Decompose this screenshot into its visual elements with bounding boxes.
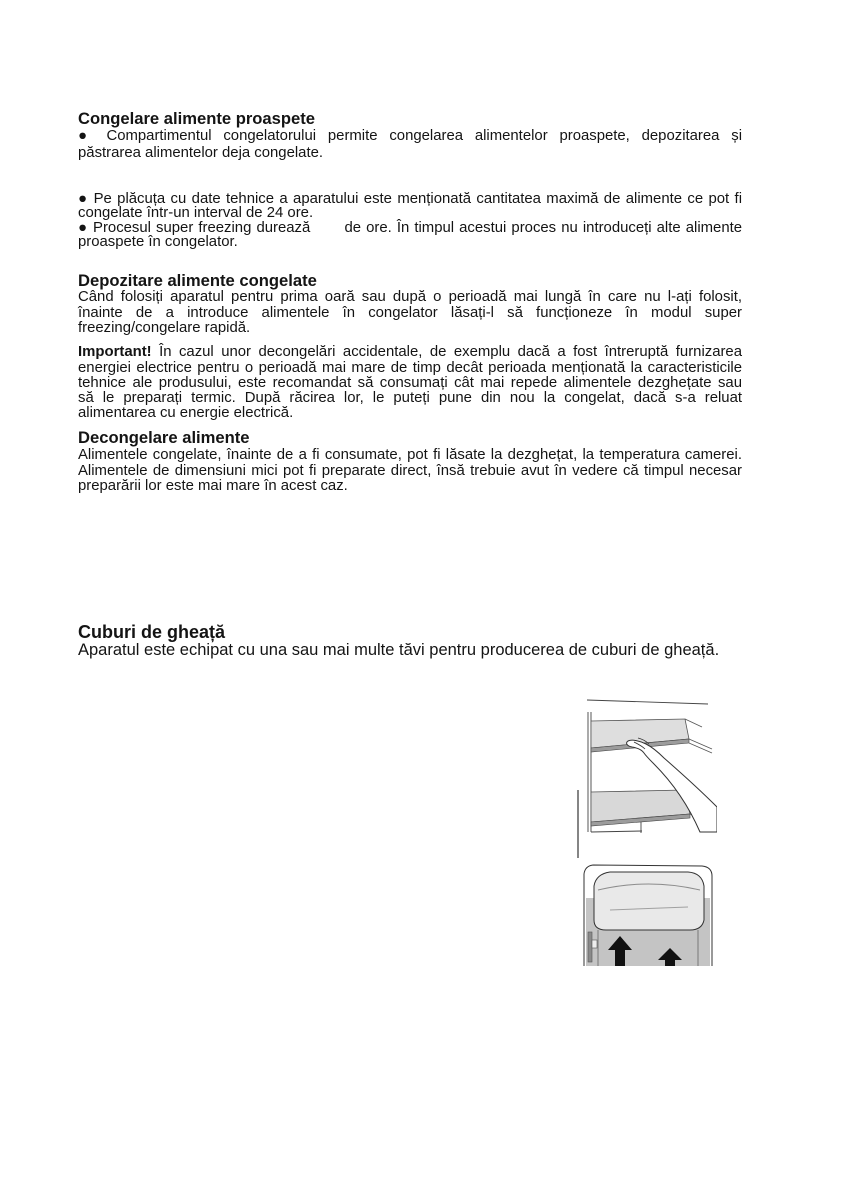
paragraph-super-freezing [78, 221, 742, 250]
paragraph-important [78, 345, 742, 421]
text-line: păstrarea alimentelor deja congelate. [78, 145, 324, 161]
paragraph-thawing [78, 448, 742, 495]
heading-thawing: Decongelare alimente [78, 428, 250, 447]
heading-ice-cubes: Cuburi de gheață [78, 622, 226, 642]
text-line: energiei electrice pentru o perioadă mai mare de timp decât perioada menționată la caracteristicile [78, 359, 742, 376]
paragraph-ice-cubes [78, 641, 742, 659]
text-line [78, 345, 742, 360]
shelf-removal-illustration [572, 692, 717, 860]
text-line: înainte de a introduce alimentele în congelator lăsați-l să funcționeze în modul super [78, 304, 742, 321]
text-line: freezing/congelare rapidă. [78, 320, 251, 337]
text-fragment: În cazul unor decongelări accidentale, de exemplu dacă a fost întreruptă furnizarea [159, 344, 742, 361]
text-fragment: ● Procesul super freezing durează [78, 219, 311, 236]
text-line: Alimentele de dimensiuni mici pot fi preparate direct, însă trebuie avut în vedere că timpul necesar [78, 462, 742, 479]
text-line: Alimentele congelate, înainte de a fi consumate, pot fi lăsate la dezghețat, la temperatura camerei. [78, 447, 742, 464]
ice-tray-lid [594, 872, 704, 930]
paragraph-capacity [78, 192, 742, 221]
heading-fresh-food: Congelare alimente proaspete [78, 109, 315, 128]
blank-duration-gap [315, 231, 339, 232]
heading-frozen-storage: Depozitare alimente congelate [78, 271, 317, 290]
ice-tray-drawer-illustration [580, 860, 716, 966]
text-line: preparării lor este mai mare în acest caz. [78, 478, 348, 495]
text-line: tehnice ale produsului, este recomandat să consumați cât mai repede alimentele dezghețate sau [78, 374, 742, 391]
text-line: alimentarea cu energie electrică. [78, 405, 294, 422]
text-line: Aparatul este echipat cu una sau mai multe tăvi pentru producerea de cuburi de gheață. [78, 641, 720, 659]
text-line: ● Pe plăcuța cu date tehnice a aparatului este menționată cantitatea maximă de alimente ce pot fi [78, 190, 742, 207]
text-line: proaspete în congelator. [78, 234, 238, 251]
paragraph-first-use [78, 290, 742, 337]
text-line: Când folosiți aparatul pentru prima oară sau după o perioadă mai lungă în care nu l-ați folosit, [78, 289, 742, 306]
text-line: să le preparați termic. După răcirea lor, le puteți pune din nou la congelat, dacă s-a reluat [78, 390, 742, 407]
important-label: Important! [78, 344, 152, 361]
text-fragment: de ore. În timpul acestui proces nu introduceți alte alimente [344, 219, 743, 236]
paragraph-compartment [78, 128, 742, 162]
text-line: ● Compartimentul congelatorului permite congelarea alimentelor proaspete, depozitarea și [78, 128, 742, 144]
text-line: congelate într-un interval de 24 ore. [78, 205, 314, 222]
text-line [78, 221, 742, 236]
